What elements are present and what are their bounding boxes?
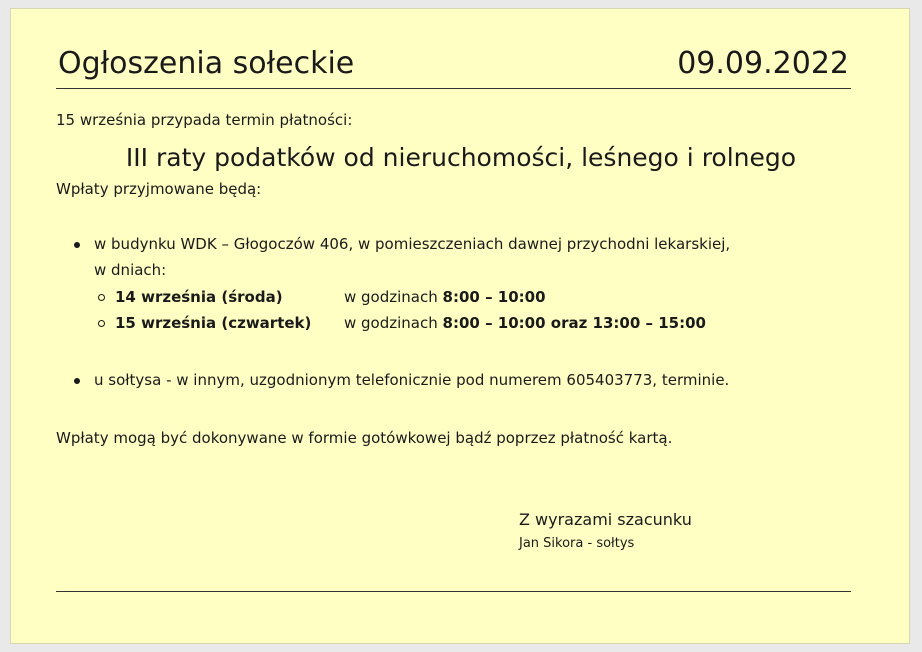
page-title: Ogłoszenia sołeckie [58,46,355,81]
circle-bullet-icon [98,320,105,327]
signature-name: Jan Sikora - sołtys [519,536,635,551]
date-hours-1: w godzinach 8:00 – 10:00 [344,288,546,306]
date-hours-2: w godzinach 8:00 – 10:00 oraz 13:00 – 15:00 [344,314,706,332]
footer-divider [56,591,851,592]
signature-closing: Z wyrazami szacunku [519,510,692,529]
headline: III raty podatków od nieruchomości, leśnego i rolnego [125,143,797,172]
bullet-icon [74,378,80,384]
announcement-date: 09.09.2022 [677,46,849,81]
payment-methods: Wpłaty mogą być dokonywane w formie gotówkowej bądź poprzez płatność kartą. [56,429,673,447]
date-day-1: 14 września (środa) [115,288,283,306]
announcement-page [10,8,910,644]
bullet2-text: u sołtysa - w innym, uzgodnionym telefonicznie pod numerem 605403773, terminie. [94,371,730,389]
bullet-icon [74,242,80,248]
payments-intro: Wpłaty przyjmowane będą: [56,180,262,198]
date-day-2: 15 września (czwartek) [115,314,312,332]
circle-bullet-icon [98,294,105,301]
bullet1-line1: w budynku WDK – Głogoczów 406, w pomieszczeniach dawnej przychodni lekarskiej, [94,235,731,253]
intro-text: 15 września przypada termin płatności: [56,111,353,129]
bullet1-line2: w dniach: [94,261,167,279]
header [56,46,851,89]
